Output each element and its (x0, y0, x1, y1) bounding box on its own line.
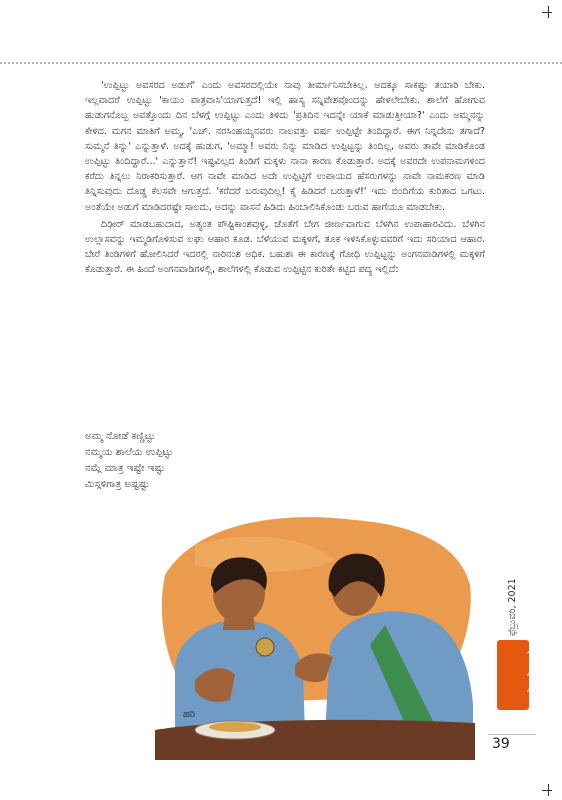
illustration (155, 505, 475, 760)
artist-signature: ಹರಿ (183, 709, 196, 720)
issue-date: ಫೆಬ್ರುವರಿ, 2021 (507, 578, 518, 636)
poem-line: ನಮ್ಗೆ ಮಾತ್ರ ಇಷ್ಟೇ ಇಷ್ಟು (85, 463, 166, 474)
article-paragraph: 'ಉಪ್ಪಿಟ್ಟು ಅವಸರದ ಅಡುಗೆ' ಎಂದು ಅವಸರದಲ್ಲಿಯೇ ನಾವು ತೀರ್ಮಾನಿಸಬೇಕಿಲ್ಲ. ಅದಕ್ಕೂ ಸಾಕಷ್ಟು ತಯಾರಿ ಬೇಕು. ಇಲ್ಲವಾದರೆ ಉಪ್ಪಿಟ್ಟು 'ಕಾಯಂ ಪಾತ್ರವಾಸಿ'ಯಾಗುತ್ತದೆ! ಇಲ್ಲಿ ಹಾಸ್ಯ ಸನ್ನಿವೇಶವೊಂದನ್ನು ಹೇಳಲೇಬೇಕು. ಶಾಲೆಗೆ ಹೋಗುವ ಹುಡುಗನೊಬ್ಬ ಅವತ್ತೊಂದು ದಿನ ಬೆಳಗ್ಗೆ ಉಪ್ಪಿಟ್ಟು ಎಂದು ತಿಳಿದು 'ಪ್ರತಿದಿನ ಇದನ್ನೇ ಯಾಕೆ ಮಾಡುತ್ತೀಯಾ?' ಎಂದು ಅಮ್ಮನನ್ನು ಕೇಳಿದ. ಮಗನ ಮಾತಿಗೆ ಅಮ್ಮ, 'ಎಚ್. ನರಸಿಂಹಯ್ಯನವರು ನಾಲವತ್ತು ವರ್ಷ ಉಪ್ಪಿಟ್ಟೇ ತಿಂದಿದ್ದಾರೆ. ಈಗ ನಿನ್ನದೇನು ತಗಾದೆ? ಸುಮ್ಮನೆ ತಿನ್ನು' ಎನ್ನುತ್ತಾಳೆ. ಅದಕ್ಕೆ ಹುಡುಗ, 'ಅಮ್ಮಾ! ಅವರು ನಿನ್ನು ಮಾಡಿದ ಉಪ್ಪಿಟ್ಟನ್ನು ತಿಂದಿಲ್ಲ, ಅವರು ತಾವೇ ಮಾಡಿಕೊಂಡ ಉಪ್ಪಿಟ್ಟು ತಿಂದಿದ್ದಾರೆ...' ಎನ್ನುತ್ತಾನೆ! ಇಷ್ಟವಿಲ್ಲದ ತಿಂಡಿಗೆ ಮಕ್ಕಳು ನಾನಾ ಕಾರಣ ಕೊಡುತ್ತಾರೆ. ಅದಕ್ಕೆ ಅವರದೇ ಉಪನಾಮಗಳಿಂದ ಕರೆದು ತಿನ್ನಲು ನಿರಾಕರಿಸುತ್ತಾರೆ. ಆಗ ನಾವೇ ಮಾಡಿದ ಅದೇ ಉಪ್ಪಿಟ್ಟಿಗೆ ಉಪಾಯದ ಹೆಸರುಗಳನ್ನು ನಾವೇ ನಾಮಕರಣ ಮಾಡಿ ತಿನ್ನಿಸುವುದು ದೊಡ್ಡ ಕೆಲಸವೇ ಆಗುತ್ತದೆ. 'ಕರೆದರೆ ಬರುವುದಿಲ್ಲ! ಕೈ ಹಿಡಿದರೆ ಬರುತ್ತಾಳೆ!' ಇದು ಬಿಂದಿಗೆಯ ಕುರಿತಾದ ಒಗಟು. ಅಂತೆಯೇ ಅಡುಗೆ ಮಾಡಿದರಷ್ಟೇ ಸಾಲದು, ಅದನ್ನು ವಾಸನೆ ಹಿಡಿದು ಹಿಂಬಾಲಿಸಿಕೊಂಡು ಬರುವ ಹಾಗೆಯೂ ಮಾಡಬೇಕು. (85, 80, 485, 213)
poem (85, 429, 173, 493)
page-number: 39 (492, 736, 510, 752)
page-number-rule (488, 734, 536, 735)
magazine-logo (497, 640, 541, 710)
article-body (85, 78, 485, 280)
poem-line: ನಮ್ಮಯ ಶಾಲೆಯ ಉಪ್ಪಿಟ್ಟು (85, 447, 174, 458)
poem-line: ಅಮ್ಮ ನೋಡೆ ಕಣ್ಣಿಟ್ಟು (85, 431, 156, 442)
article-paragraph: ದಿಢೀರ್ ಮಾಡಬಹುದಾದ, ಅತ್ಯಂತ ಪೌಷ್ಟಿಕಾಂಶವುಳ್ಳ, ಜೊತೆಗೆ ಬೇಗ ಜೀರ್ಣವಾಗುವ ಬೆಳಗಿನ ಉಪಾಹಾರವಿದು. ಬೆಳಗಿನ ಉಲ್ಲಾಸವನ್ನು ಇಮ್ಮಡಿಗೊಳಿಸುವ ಲಘು ಆಹಾರ ಕೂಡ. ಬೆಳೆಯುವ ಮಕ್ಕಳಿಗೆ, ತೂಕ ಇಳಿಸಿಕೊಳ್ಳುವವರಿಗೆ ಇದು ಸರಿಯಾದ ಆಹಾರ. ಬೇರೆ ತಿಂಡಿಗಳಿಗೆ ಹೋಲಿಸಿದರೆ ಇದರಲ್ಲಿ ನಾರಿನಂಶ ಅಧಿಕ. ಬಹುಶಃ ಈ ಕಾರಣಕ್ಕೆ ಗೋಧಿ ಉಪ್ಪಿಟ್ಟನ್ನು ಅಂಗನವಾಡಿಗಳಲ್ಲಿ ಮಕ್ಕಳಿಗೆ ಕೊಡುತ್ತಾರೆ. ಈ ಹಿಂದೆ ಅಂಗನವಾಡಿಗಳಲ್ಲಿ, ಶಾಲೆಗಳಲ್ಲಿ ಕೊಡುವ ಉಪ್ಪಿಟ್ಟಿನ ಕುರಿತೇ ಕಟ್ಟಿದ ಪದ್ಯ ಇಲ್ಲಿದೆ: (85, 218, 485, 276)
crop-mark (542, 790, 552, 791)
magazine-name: ಮಯೂರ (523, 651, 541, 699)
header-dotted-rule (0, 62, 562, 64)
poem-line: ಮಿಸ್ಗಳಿಗಾತ್ರ ಅಷ್ಟಷ್ಟು (85, 479, 150, 490)
crop-mark (542, 12, 552, 13)
